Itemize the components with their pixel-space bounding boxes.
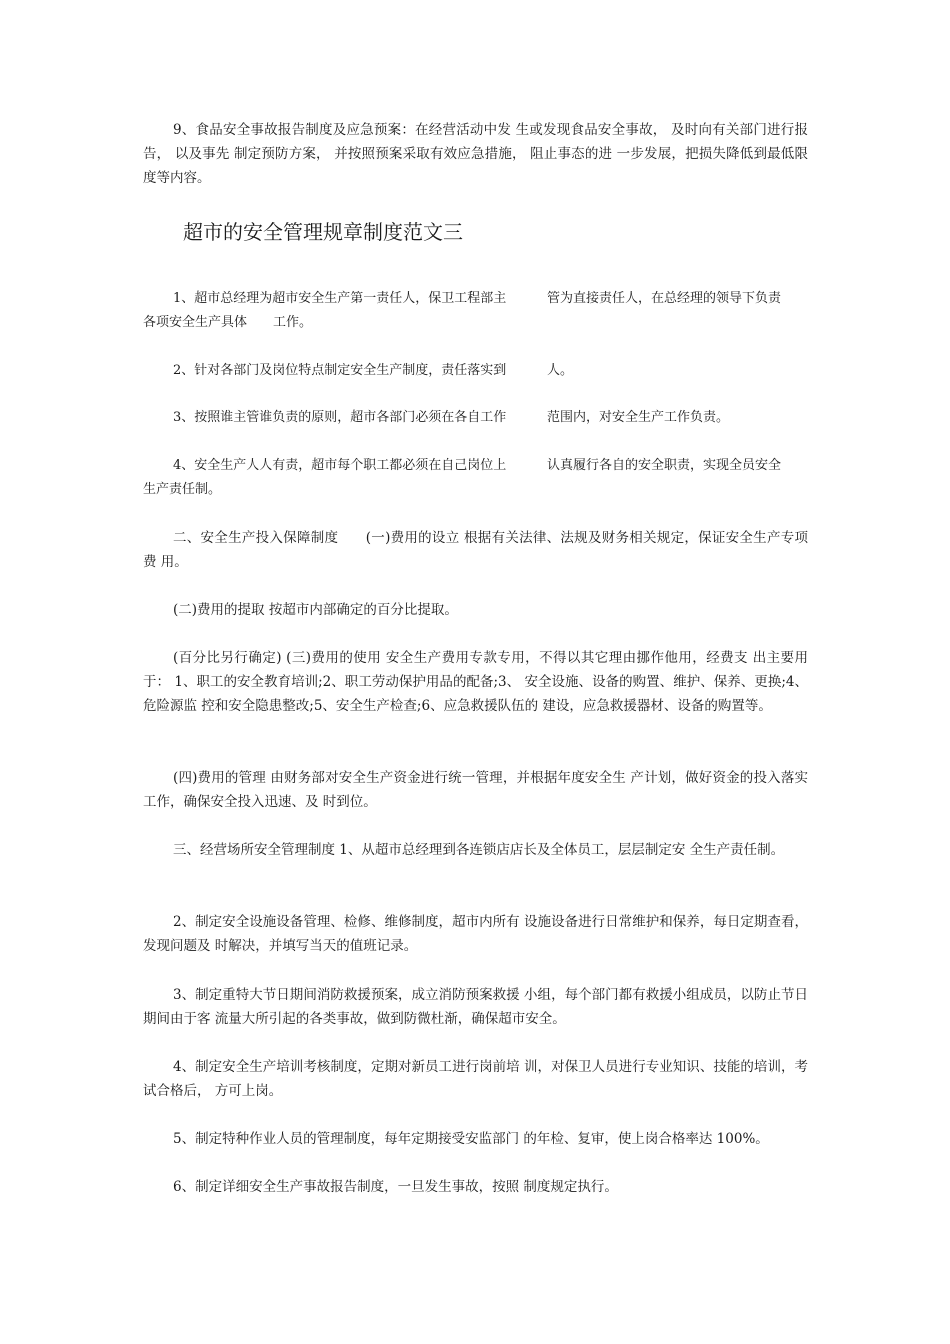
rule-row-4-right: 认真履行各自的安全职责，实现全员安全 [547, 458, 782, 473]
paragraph-item-9: 9、食品安全事故报告制度及应急预案：在经营活动中发 生或发现食品安全事故， 及时向有关部门进行报告， 以及事先 制定预防方案， 并按照预案采取有效应急措施， 阻止事态的进 一步发展，把损失降低到最低限度等内容。 [143, 122, 808, 186]
rule-row-2-right: 人。 [547, 363, 574, 378]
rule-row-1-line2: 各项安全生产具体 工作。 [143, 315, 313, 330]
rule-row-3-right: 范围内，对安全生产工作负责。 [547, 410, 730, 425]
section-3-item-3: 3、制定重特大节日期间消防救援预案，成立消防预案救援 小组，每个部门都有救援小组成员，以防止节日期间由于客 流量大所引起的各类事故，做到防微杜渐，确保超市安全。 [143, 987, 808, 1027]
section-3-intro: 三、经营场所安全管理制度 1、从超市总经理到各连锁店店长及全体员工，层层制定安 全生产责任制。 [173, 842, 785, 858]
rule-row-1-left: 1、超市总经理为超市安全生产第一责任人，保卫工程部主 [173, 291, 507, 306]
section-2-management: (四)费用的管理 由财务部对安全生产资金进行统一管理，并根据年度安全生 产计划，做好资金的投入落实工作，确保安全投入迅速、及 时到位。 [143, 770, 808, 810]
rule-row-3-left: 3、按照谁主管谁负责的原则，超市各部门必须在各自工作 [173, 410, 507, 425]
section-3-item-2: 2、制定安全设施设备管理、检修、维修制度，超市内所有 设施设备进行日常维护和保养，每日定期查看，发现问题及 时解决，并填写当天的值班记录。 [143, 914, 808, 954]
rule-row-1-right: 管为直接责任人，在总经理的领导下负责 [547, 291, 782, 306]
section-2-extract: (二)费用的提取 按超市内部确定的百分比提取。 [173, 602, 458, 618]
section-3-item-5: 5、制定特种作业人员的管理制度，每年定期接受安监部门 的年检、复审，使上岗合格率达 100%。 [173, 1131, 769, 1147]
section-3-item-6: 6、制定详细安全生产事故报告制度，一旦发生事故，按照 制度规定执行。 [173, 1179, 618, 1195]
section-3-item-4: 4、制定安全生产培训考核制度，定期对新员工进行岗前培 训，对保卫人员进行专业知识、技能的培训，考试合格后， 方可上岗。 [143, 1059, 808, 1099]
rule-row-4-left: 4、安全生产人人有责，超市每个职工都必须在自己岗位上 [173, 458, 507, 473]
rule-row-4-line2: 生产责任制。 [143, 482, 222, 497]
section-title: 超市的安全管理规章制度范文三 [183, 220, 463, 244]
section-2-intro: 二、安全生产投入保障制度 (一)费用的设立 根据有关法律、法规及财务相关规定，保证安全生产专项费 用。 [143, 530, 808, 570]
section-2-usage: (百分比另行确定) (三)费用的使用 安全生产费用专款专用，不得以其它理由挪作他用，经费支 出主要用于： 1、职工的安全教育培训;2、职工劳动保护用品的配备;3、 安全设施、设备的购置、维护、保养、更换;4、危险源监 控和安全隐患整改;5、安全生产检查;6、应急救援队伍的 建设，应急救援器材、设备的购置等。 [143, 650, 808, 714]
rule-row-2-left: 2、针对各部门及岗位特点制定安全生产制度，责任落实到 [173, 363, 507, 378]
